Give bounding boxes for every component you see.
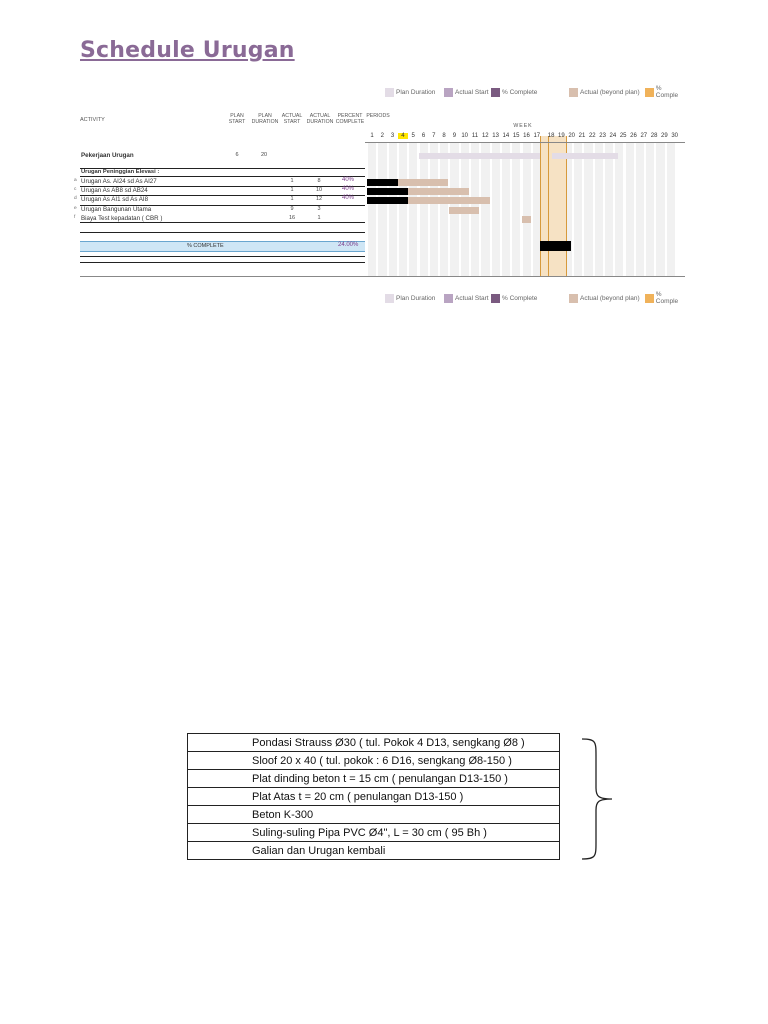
task-actual-duration: 1 (317, 214, 321, 221)
period-number: 17 (533, 133, 541, 139)
period-column (646, 143, 654, 276)
task-name: Urugan As AB8 sd AB24 (81, 187, 148, 195)
period-number: 8 (442, 133, 446, 139)
page-title: Schedule Urugan (80, 38, 295, 63)
task-percent: 40% (342, 186, 355, 193)
period-column (440, 143, 448, 276)
actual-beyond-bar (522, 216, 531, 223)
task-actual-duration: 10 (315, 187, 323, 194)
summary-row (80, 241, 365, 252)
task-actual-start: 1 (290, 196, 294, 203)
period-number: 3 (390, 133, 395, 139)
task-actual-start: 1 (290, 178, 294, 184)
main-task-plan-duration: 20 (260, 152, 268, 158)
period-number: 12 (481, 133, 489, 139)
legend-percent-complete: % Complete (491, 292, 537, 304)
table-bottom-line (80, 276, 685, 277)
main-plan-bar (419, 153, 541, 159)
period-number: 1 (370, 133, 374, 139)
main-task-plan-start: 6 (235, 152, 239, 158)
period-number: 18 (547, 133, 555, 139)
period-number: 7 (432, 133, 436, 139)
period-number: 20 (568, 133, 576, 139)
task-marker: f (74, 214, 76, 220)
header-actual-duration: ACTUAL DURATION (306, 113, 334, 125)
spec-table (187, 733, 560, 860)
legend-percent-complete: % Complete (491, 86, 537, 98)
task-name: Urugan As AI1 sd As AI8 (81, 196, 149, 204)
period-number: 11 (471, 133, 479, 139)
task-name: Urugan Bangunan Utama (81, 205, 152, 213)
spec-item: Sloof 20 x 40 ( tul. pokok : 6 D16, sengkang Ø8-150 ) (188, 752, 560, 770)
main-task-name: Pekerjaan Urugan (81, 152, 134, 159)
period-number: 16 (523, 133, 530, 139)
task-name: Biaya Test kepadatan ( CBR ) (81, 214, 163, 222)
complete-bar (367, 197, 408, 204)
legend-actual-beyond: Actual (beyond plan) (569, 292, 640, 304)
spec-item: Plat dinding beton t = 15 cm ( penulangan D13-150 ) (188, 770, 560, 788)
curly-brace-icon (578, 736, 618, 862)
period-column (656, 143, 664, 276)
period-column (636, 143, 644, 276)
header-week: WEEK (513, 123, 533, 129)
header-periods: PERIODS (366, 113, 390, 119)
spec-row (188, 752, 560, 770)
actual-beyond-bar (408, 197, 489, 204)
legend-percent-complete-beyond: % Comple (645, 86, 685, 98)
period-number: 5 (411, 133, 415, 139)
actual-beyond-bar (398, 179, 449, 186)
period-column (584, 143, 592, 276)
spec-row (188, 770, 560, 788)
row-divider (80, 232, 365, 233)
period-number: 24 (609, 133, 617, 139)
period-number: 22 (588, 133, 596, 139)
spec-row (188, 806, 560, 824)
task-percent: 40% (342, 195, 355, 202)
week-band-divider (548, 136, 549, 276)
row-divider (80, 176, 365, 177)
period-number: 13 (492, 133, 499, 139)
period-column (595, 143, 603, 276)
gantt-header-line (365, 142, 685, 143)
task-actual-duration: 12 (315, 196, 323, 203)
header-percent-complete: PERCENT COMPLETE (335, 113, 365, 125)
current-period-number: 4 (398, 133, 408, 139)
group-label: Urugan Peninggian Elevasi : (81, 169, 160, 175)
legend-bottom (385, 292, 685, 304)
gantt-chart (365, 132, 685, 278)
spec-row (188, 734, 560, 752)
summary-value: 24.00% (338, 242, 359, 248)
task-actual-start: 16 (288, 214, 296, 221)
period-column (605, 143, 613, 276)
header-plan-duration: PLAN DURATION (251, 113, 279, 125)
period-number: 6 (421, 133, 426, 139)
period-column (368, 143, 376, 276)
header-plan-start: PLAN START (228, 113, 246, 125)
task-name: Urugan As. AI24 sd As AI27 (81, 178, 157, 185)
legend-actual-beyond: Actual (beyond plan) (569, 86, 640, 98)
period-column (420, 143, 428, 276)
legend-top (385, 86, 685, 98)
task-percent: 40% (342, 177, 355, 183)
period-column (399, 143, 407, 276)
period-column (667, 143, 675, 276)
period-number: 10 (461, 133, 469, 139)
period-column (430, 143, 438, 276)
period-column (502, 143, 510, 276)
task-marker: e (74, 205, 77, 211)
header-actual-start: ACTUAL START (281, 113, 303, 125)
period-number: 19 (558, 133, 565, 139)
task-actual-duration: 3 (317, 205, 321, 212)
period-number: 9 (452, 133, 457, 139)
period-column (523, 143, 531, 276)
spec-item: Suling-suling Pipa PVC Ø4", L = 30 cm ( 95 Bh ) (188, 824, 560, 842)
legend-plan-duration: Plan Duration (385, 86, 435, 98)
period-number: 15 (512, 133, 520, 139)
task-actual-start: 1 (290, 187, 294, 194)
period-column (626, 143, 634, 276)
period-number: 27 (640, 133, 648, 139)
period-number: 2 (380, 133, 384, 139)
period-number: 25 (619, 133, 627, 139)
summary-label: % COMPLETE (187, 243, 224, 249)
task-marker: d (74, 196, 77, 202)
spec-item: Beton K-300 (188, 806, 560, 824)
spec-row (188, 788, 560, 806)
spec-row (188, 842, 560, 860)
period-column (409, 143, 417, 276)
period-number: 26 (630, 133, 637, 139)
period-number: 23 (599, 133, 606, 139)
spec-row (188, 824, 560, 842)
period-column (615, 143, 623, 276)
actual-beyond-bar (449, 207, 479, 214)
task-actual-start: 9 (290, 205, 294, 212)
period-number: 14 (502, 133, 510, 139)
spec-item: Pondasi Strauss Ø30 ( tul. Pokok 4 D13, sengkang Ø8 ) (188, 734, 560, 752)
period-column (378, 143, 386, 276)
header-activity: ACTIVITY (80, 117, 105, 123)
period-column (512, 143, 520, 276)
main-plan-bar (552, 153, 618, 159)
period-column (574, 143, 582, 276)
actual-beyond-bar (408, 188, 469, 195)
period-column (481, 143, 489, 276)
period-number: 30 (671, 133, 679, 139)
period-number: 28 (650, 133, 658, 139)
legend-plan-duration: Plan Duration (385, 292, 435, 304)
row-divider (80, 256, 365, 257)
row-divider (80, 222, 365, 223)
row-divider (80, 262, 365, 263)
legend-actual-start: Actual Start (444, 86, 489, 98)
summary-complete-marker (540, 241, 571, 251)
complete-bar (367, 179, 398, 186)
spec-item: Galian dan Urugan kembali (188, 842, 560, 860)
period-number: 29 (661, 133, 668, 139)
task-marker: c (74, 187, 77, 193)
period-column (389, 143, 397, 276)
legend-percent-complete-beyond: % Comple (645, 292, 685, 304)
spec-item: Plat Atas t = 20 cm ( penulangan D13-150 ) (188, 788, 560, 806)
task-marker: a (74, 178, 77, 183)
legend-actual-start: Actual Start (444, 292, 489, 304)
period-number: 21 (578, 133, 586, 139)
task-actual-duration: 8 (317, 178, 321, 184)
complete-bar (367, 188, 408, 195)
period-column (492, 143, 500, 276)
